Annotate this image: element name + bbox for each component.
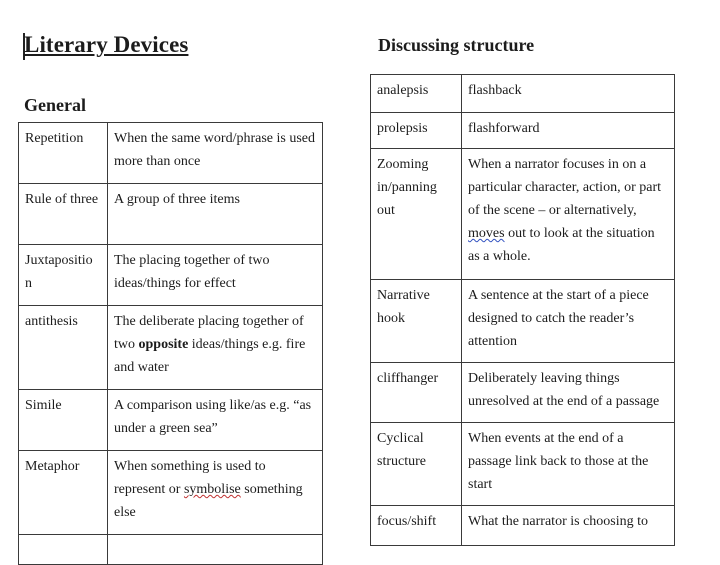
table-row bbox=[19, 306, 323, 390]
term-cell: Zooming in/panning out bbox=[371, 149, 462, 280]
term-cell: analepsis bbox=[371, 75, 462, 113]
definition-cell: When events at the end of a passage link back to those at the start bbox=[462, 423, 675, 506]
table-row bbox=[371, 113, 675, 149]
table-row bbox=[19, 535, 323, 565]
table-row bbox=[371, 280, 675, 363]
table-row bbox=[371, 506, 675, 546]
term-cell: prolepsis bbox=[371, 113, 462, 149]
definition-cell bbox=[108, 451, 323, 535]
table-row bbox=[19, 390, 323, 451]
definition-cell: flashforward bbox=[462, 113, 675, 149]
table-row bbox=[19, 245, 323, 306]
table-row bbox=[19, 184, 323, 245]
term-cell: Cyclical structure bbox=[371, 423, 462, 506]
definition-text: something else bbox=[114, 482, 303, 520]
table-row bbox=[371, 75, 675, 113]
definition-text: out to look at the situation as a whole. bbox=[468, 226, 655, 264]
page-title: Literary Devices bbox=[24, 32, 189, 57]
term-cell: Metaphor bbox=[19, 451, 108, 535]
term-cell: Narrative hook bbox=[371, 280, 462, 363]
term-cell: Rule of three bbox=[19, 184, 108, 245]
bold-word: opposite bbox=[138, 337, 189, 352]
table-row bbox=[371, 363, 675, 423]
definition-cell: The placing together of two ideas/things for effect bbox=[108, 245, 323, 306]
term-cell: Repetition bbox=[19, 123, 108, 184]
definition-cell bbox=[108, 306, 323, 390]
structure-heading: Discussing structure bbox=[378, 35, 535, 55]
definition-text: When something is used to represent or bbox=[114, 459, 266, 497]
definition-cell: When the same word/phrase is used more than once bbox=[108, 123, 323, 184]
definition-cell: What the narrator is choosing to bbox=[462, 506, 675, 546]
term-cell bbox=[19, 535, 108, 565]
spellcheck-word: symbolise bbox=[183, 482, 241, 497]
term-cell: antithesis bbox=[19, 306, 108, 390]
definition-cell: Deliberately leaving things unresolved at the end of a passage bbox=[462, 363, 675, 423]
table-row bbox=[19, 123, 323, 184]
definition-cell: A group of three items bbox=[108, 184, 323, 245]
term-cell: Juxtapositio n bbox=[19, 245, 108, 306]
table-row bbox=[19, 451, 323, 535]
general-table bbox=[18, 122, 323, 565]
definition-cell bbox=[462, 149, 675, 280]
table-row bbox=[371, 423, 675, 506]
general-heading: General bbox=[24, 95, 86, 115]
term-cell: Simile bbox=[19, 390, 108, 451]
structure-table bbox=[370, 74, 675, 546]
term-cell: cliffhanger bbox=[371, 363, 462, 423]
definition-cell: flashback bbox=[462, 75, 675, 113]
spellcheck-word: moves bbox=[468, 226, 505, 241]
definition-text: When a narrator focuses in on a particular character, action, or part of the scene – or alternatively, bbox=[468, 157, 661, 218]
table-row bbox=[371, 149, 675, 280]
definition-cell: A comparison using like/as e.g. “as under a green sea” bbox=[108, 390, 323, 451]
definition-cell: A sentence at the start of a piece designed to catch the reader’s attention bbox=[462, 280, 675, 363]
definition-text: ideas/things e.g. fire and water bbox=[114, 337, 306, 375]
term-cell: focus/shift bbox=[371, 506, 462, 546]
definition-cell bbox=[108, 535, 323, 565]
definition-text: The deliberate placing together of two bbox=[114, 314, 304, 352]
